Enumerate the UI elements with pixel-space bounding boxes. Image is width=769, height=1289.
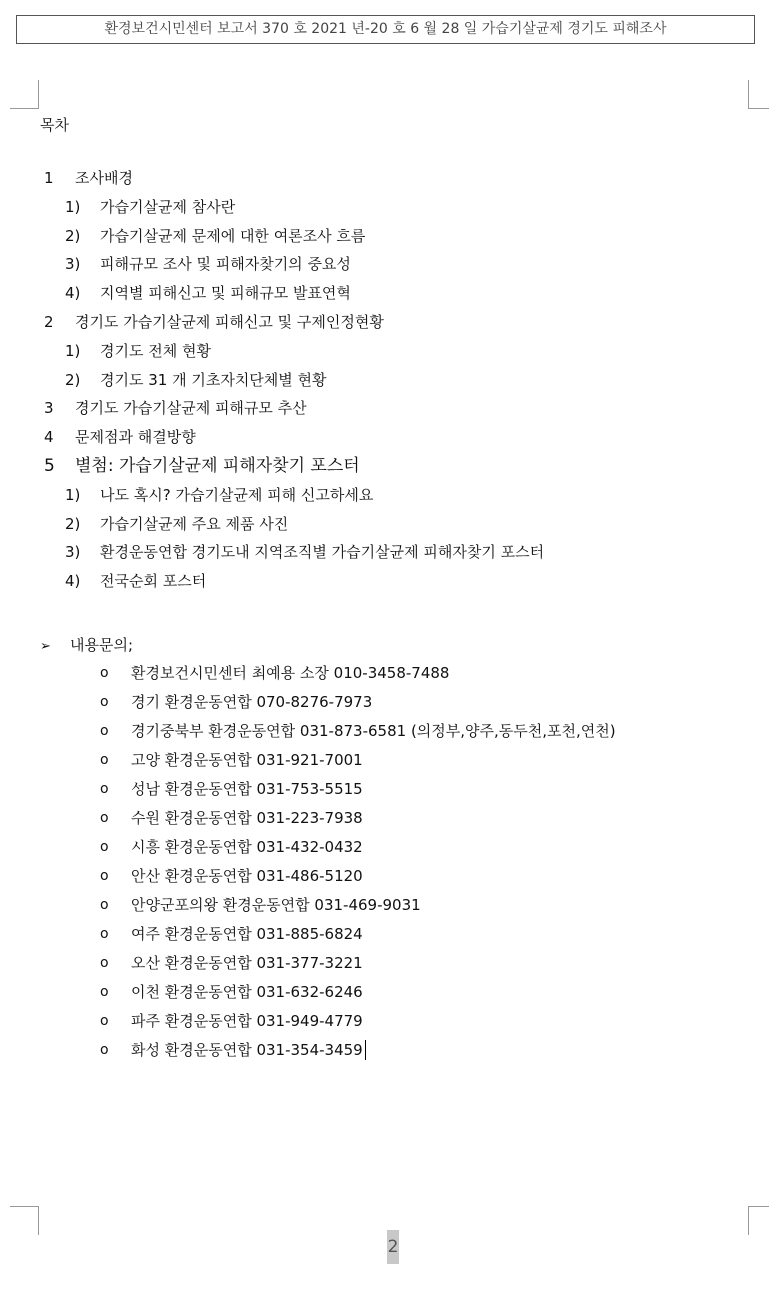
contact-text: 성남 환경운동연합 031-753-5515 (131, 780, 363, 798)
contact-text: 환경보건시민센터 최예용 소장 010-3458-7488 (131, 664, 450, 682)
contact-text: 안산 환경운동연합 031-486-5120 (131, 867, 363, 885)
circle-bullet-icon: o (100, 839, 109, 855)
circle-bullet-icon: o (100, 781, 109, 797)
toc-number: 4) (65, 572, 81, 590)
circle-bullet-icon: o (100, 665, 109, 681)
toc-text: 가습기살균제 참사란 (100, 198, 236, 216)
toc-text: 환경운동연합 경기도내 지역조직별 가습기살균제 피해자찾기 포스터 (100, 543, 545, 561)
contact-text: 안양군포의왕 환경운동연합 031-469-9031 (131, 896, 421, 914)
contact-text: 시흥 환경운동연합 031-432-0432 (131, 838, 363, 856)
toc-number: 4) (65, 284, 81, 302)
crop-mark-top-left (10, 80, 39, 109)
running-header: 환경보건시민센터 보고서 370 호 2021 년-20 호 6 월 28 일 가습기살균제 경기도 피해조사 (16, 15, 755, 44)
toc-number: 5 (44, 456, 55, 476)
contact-text: 경기 환경운동연합 070-8276-7973 (131, 693, 373, 711)
toc-text: 별첨: 가습기살균제 피해자찾기 포스터 (75, 456, 360, 476)
circle-bullet-icon: o (100, 810, 109, 826)
circle-bullet-icon: o (100, 955, 109, 971)
toc-title: 목차 (40, 116, 69, 134)
contact-text: 경기중북부 환경운동연합 031-873-6581 (의정부,양주,동두천,포천,연천) (131, 722, 616, 740)
toc-number: 2) (65, 227, 81, 245)
crop-mark-bottom-left (10, 1206, 39, 1235)
toc-text: 가습기살균제 주요 제품 사진 (100, 515, 289, 533)
contact-text: 이천 환경운동연합 031-632-6246 (131, 983, 363, 1001)
toc-number: 3) (65, 543, 81, 561)
toc-number: 3 (44, 399, 54, 417)
circle-bullet-icon: o (100, 984, 109, 1000)
toc-number: 4 (44, 428, 54, 446)
toc-number: 1) (65, 342, 81, 360)
toc-number: 2) (65, 371, 81, 389)
toc-text: 지역별 피해신고 및 피해규모 발표연혁 (100, 284, 351, 302)
circle-bullet-icon: o (100, 926, 109, 942)
toc-text: 경기도 전체 현황 (100, 342, 211, 360)
contact-text: 수원 환경운동연합 031-223-7938 (131, 809, 363, 827)
text-cursor (365, 1040, 366, 1060)
contact-label: 내용문의; (70, 636, 134, 654)
circle-bullet-icon: o (100, 694, 109, 710)
circle-bullet-icon: o (100, 868, 109, 884)
toc-number: 2) (65, 515, 81, 533)
toc-number: 1) (65, 486, 81, 504)
toc-text: 피해규모 조사 및 피해자찾기의 중요성 (100, 255, 351, 273)
contact-text: 화성 환경운동연합 031-354-3459 (131, 1041, 363, 1059)
circle-bullet-icon: o (100, 897, 109, 913)
toc-text: 경기도 가습기살균제 피해규모 추산 (75, 399, 307, 417)
toc-number: 1 (44, 169, 54, 187)
toc-text: 경기도 31 개 기초자치단체별 현황 (100, 371, 327, 389)
toc-number: 1) (65, 198, 81, 216)
toc-text: 조사배경 (75, 169, 133, 187)
contact-text: 파주 환경운동연합 031-949-4779 (131, 1012, 363, 1030)
toc-number: 2 (44, 313, 54, 331)
arrow-bullet-icon: ➢ (40, 639, 51, 654)
circle-bullet-icon: o (100, 1013, 109, 1029)
circle-bullet-icon: o (100, 1042, 109, 1058)
toc-number: 3) (65, 255, 81, 273)
toc-text: 전국순회 포스터 (100, 572, 207, 590)
toc-text: 나도 혹시? 가습기살균제 피해 신고하세요 (100, 486, 374, 504)
page-number: 2 (387, 1230, 399, 1264)
contact-text: 고양 환경운동연합 031-921-7001 (131, 751, 363, 769)
circle-bullet-icon: o (100, 723, 109, 739)
contact-heading (40, 634, 133, 655)
contact-text: 여주 환경운동연합 031-885-6824 (131, 925, 363, 943)
circle-bullet-icon: o (100, 752, 109, 768)
crop-mark-top-right (748, 80, 769, 109)
toc-text: 가습기살균제 문제에 대한 여론조사 흐름 (100, 227, 366, 245)
contact-text: 오산 환경운동연합 031-377-3221 (131, 954, 363, 972)
toc-text: 문제점과 해결방향 (75, 428, 196, 446)
toc-text: 경기도 가습기살균제 피해신고 및 구제인정현황 (75, 313, 384, 331)
crop-mark-bottom-right (748, 1206, 769, 1235)
